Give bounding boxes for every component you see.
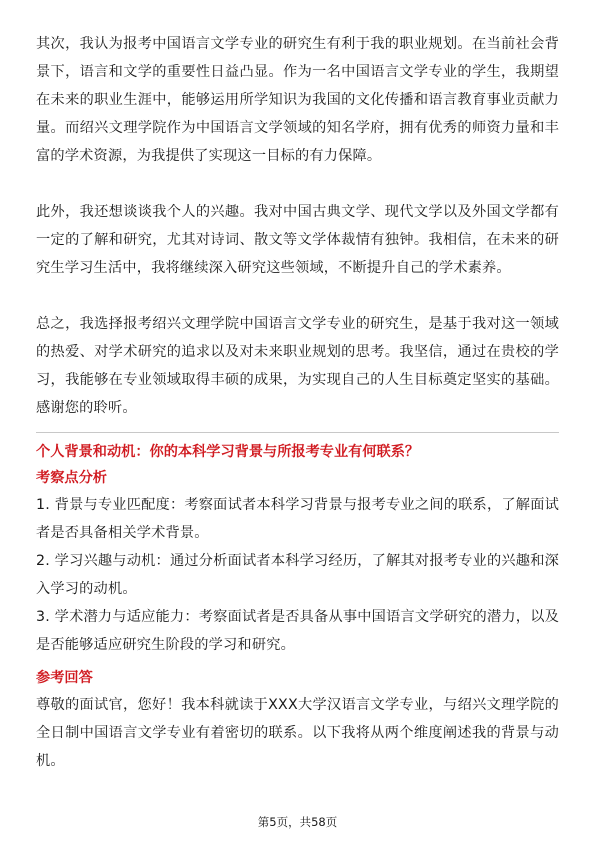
paragraph-spacer bbox=[36, 170, 559, 198]
section-divider bbox=[36, 432, 559, 433]
question-heading: 个人背景和动机：你的本科学习背景与所报考专业有何联系？ bbox=[36, 444, 420, 460]
answer-heading: 参考回答 bbox=[36, 670, 93, 686]
body-paragraph: 其次，我认为报考中国语言文学专业的研究生有利于我的职业规划。在当前社会背景下，语言和文学的重要性日益凸显。作为一名中国语言文学专业的学生，我期望在未来的职业生涯中，能够运用所学知识为我国的文化传播和语言教育事业贡献力量。而绍兴文理学院作为中国语言文学领域的知名学府，拥有优秀的师资力量和丰富的学术资源，为我提供了实现这一目标的有力保障。 bbox=[36, 36, 559, 164]
answer-paragraph: 尊敬的面试官，您好！我本科就读于XXX大学汉语言文学专业，与绍兴文理学院的全日制中国语言文学专业有着密切的联系。以下我将从两个维度阐述我的背景与动机。 bbox=[36, 697, 559, 769]
body-paragraph: 总之，我选择报考绍兴文理学院中国语言文学专业的研究生，是基于我对这一领域的热爱、对学术研究的追求以及对未来职业规划的思考。我坚信，通过在贵校的学习，我能够在专业领域取得丰硕的成果，为实现自己的人生目标奠定坚实的基础。感谢您的聆听。 bbox=[36, 316, 559, 416]
analysis-item: 3. 学术潜力与适应能力：考察面试者是否具备从事中国语言文学研究的潜力，以及是否能够适应研究生阶段的学习和研究。 bbox=[36, 609, 559, 653]
page-number: 第5页，共58页 bbox=[257, 815, 338, 829]
body-paragraph: 此外，我还想谈谈我个人的兴趣。我对中国古典文学、现代文学以及外国文学都有一定的了解和研究，尤其对诗词、散文等文学体裁情有独钟。我相信，在未来的研究生学习生活中，我将继续深入研究这些领域，不断提升自己的学术素养。 bbox=[36, 204, 559, 276]
paragraph-spacer bbox=[36, 282, 559, 310]
analysis-item: 1. 背景与专业匹配度：考察面试者本科学习背景与报考专业之间的联系，了解面试者是否具备相关学术背景。 bbox=[36, 497, 559, 541]
analysis-heading: 考察点分析 bbox=[36, 470, 107, 486]
analysis-item: 2. 学习兴趣与动机：通过分析面试者本科学习经历，了解其对报考专业的兴趣和深入学习的动机。 bbox=[36, 553, 559, 597]
document-page bbox=[36, 30, 559, 775]
